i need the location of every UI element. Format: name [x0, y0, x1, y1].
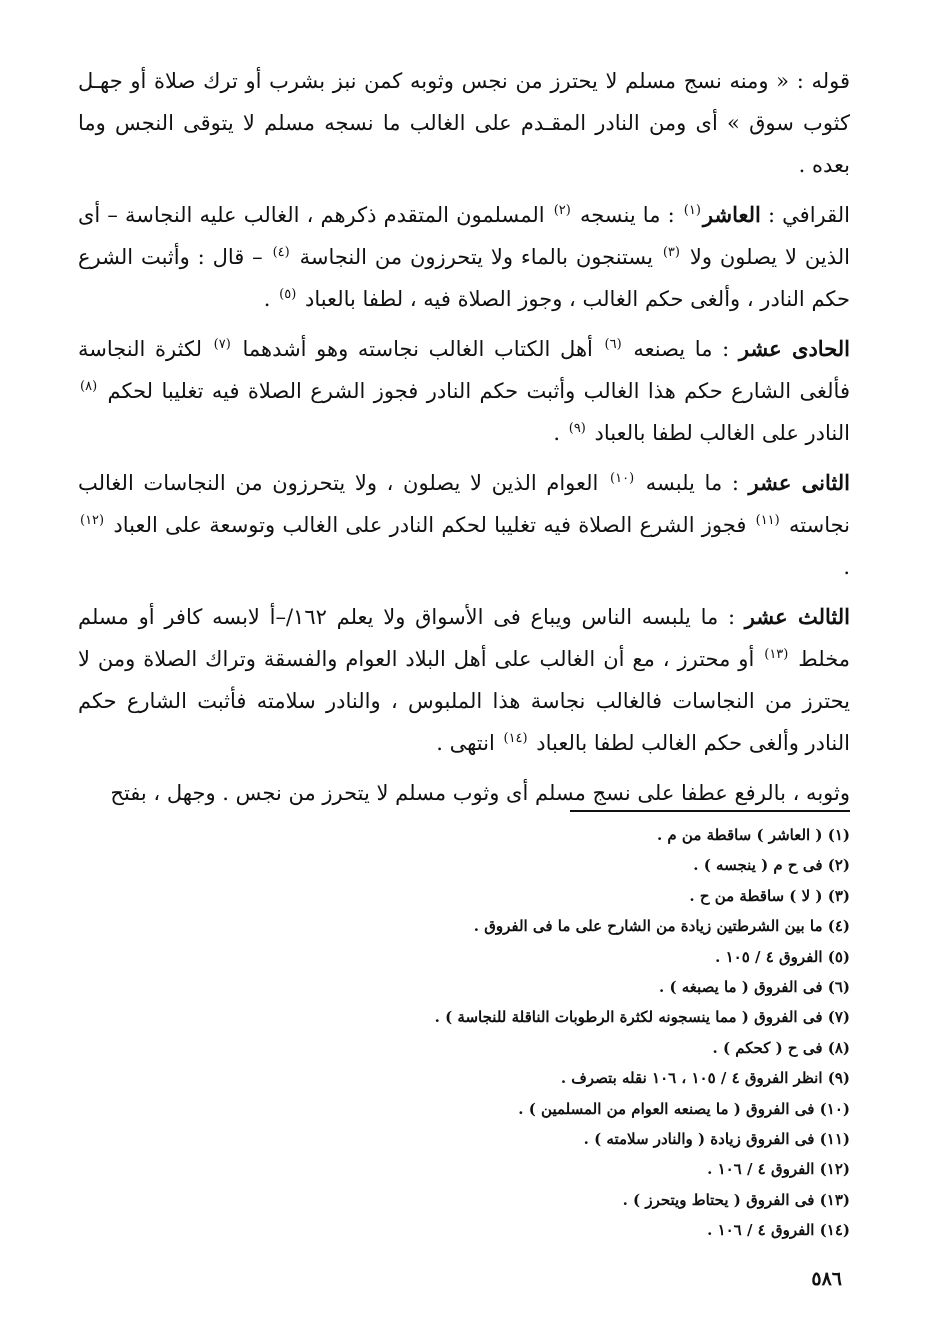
text-run: فجوز الشرع الصلاة فيه تغليبا لحكم النادر على الغالب وتوسعة على العباد — [106, 513, 754, 537]
text-run: . — [263, 287, 278, 311]
text-run: أو محترز ، مع أن الغالب على أهل البلاد العوام والفسقة وتراك الصلاة ومن لا يحترز من النجاسات فالغالب نجاسة هذا الملبوس ، والنادر سلامته فأثبت الشارع حكم النادر وألغى حكم الغالب لطفا بالعباد — [78, 647, 850, 755]
footnote: (٨) فى ح ( كحكم ) . — [712, 1038, 850, 1057]
footnote-marker: (١٣) — [764, 647, 789, 662]
footnote-marker: (١) — [683, 203, 701, 218]
text-run: المسلمون المتقدم ذكرهم ، الغالب عليه النجاسة – أى الذين لا يصلون ولا — [78, 203, 850, 269]
paragraph — [78, 462, 850, 588]
footnote: (٩) انظر الفروق ٤ / ١٠٥ ، ١٠٦ نقله بتصرف . — [560, 1069, 850, 1088]
page-content — [78, 60, 850, 1320]
paragraph — [78, 596, 850, 764]
text-run: لكثرة النجاسة فألغى الشارع حكم هذا الغالب وأثبت حكم النادر فجوز الشرع الصلاة فيه تغليبا لحكم — [78, 337, 850, 403]
text-run: . — [553, 421, 567, 445]
footnote-marker: (٣) — [662, 245, 680, 260]
paragraph — [78, 194, 850, 320]
footnote-marker: (٨) — [80, 379, 98, 394]
footnote: (٢) فى ح م ( ينجسه ) . — [693, 856, 850, 875]
section-heading: العاشر — [702, 202, 761, 227]
footnote-marker: (٤) — [272, 245, 290, 260]
footnote: (١٣) فى الفروق ( يحتاط ويتحرز ) . — [622, 1190, 850, 1209]
footnote: (١) ( العاشر ) ساقطة من م . — [656, 826, 850, 844]
footnote: (١١) فى الفروق زيادة ( والنادر سلامته ) . — [583, 1130, 850, 1149]
footnote-marker: (١٤) — [503, 731, 528, 746]
text-run: أهل الكتاب الغالب نجاسته وهو أشدهما — [232, 337, 603, 361]
footnote-marker: (٢) — [553, 203, 571, 218]
text-run: : ما يلبسه — [636, 471, 749, 495]
footnote: (٥) الفروق ٤ / ١٠٥ . — [715, 947, 850, 966]
text-run: النادر على الغالب لطفا بالعباد — [587, 421, 850, 445]
footnote: (٤) ما بين الشرطتين زيادة من الشارح على ما فى الفروق . — [473, 917, 850, 936]
text-run: العوام الذين لا يصلون ، ولا يتحرزون من النجاسات الغالب نجاسته — [78, 471, 850, 537]
paragraph — [78, 772, 850, 814]
text-run: . — [843, 555, 850, 579]
footnotes — [78, 820, 850, 1246]
text-run: : ما يلبسه الناس ويباع فى الأسواق ولا يعلم ١٦٢/–أ لابسه كافر أو مسلم مخلط — [78, 605, 850, 671]
text-run: – قال : وأثبت الشرع حكم النادر ، وألغى حكم الغالب ، وجوز الصلاة فيه ، لطفا بالعباد — [78, 245, 850, 311]
page-number: ٥٨٦ — [811, 1268, 842, 1290]
main-text — [78, 60, 850, 814]
footnote-marker: (١٠) — [610, 471, 635, 486]
paragraph — [78, 60, 850, 186]
footnote-marker: (٩) — [568, 421, 586, 436]
text-run: : ما يصنعه — [623, 337, 739, 361]
text-run: قوله : « ومنه نسج مسلم لا يحترز من نجس وثوبه كمن نبز بشرب أو ترك صلاة أو جهـل كثوب سوق » أى ومن النادر المقـدم على الغالب ما نسجه مسلم لا يتوقى النجس وما بعده . — [78, 69, 850, 177]
text-run: : ما ينسجه — [572, 203, 682, 227]
footnote: (١٢) الفروق ٤ / ١٠٦ . — [707, 1160, 850, 1179]
paragraph — [78, 328, 850, 454]
footnote: (١٤) الفروق ٤ / ١٠٦ . — [707, 1221, 850, 1240]
footnote-marker: (٧) — [213, 337, 231, 352]
footnote: (١٠) فى الفروق ( ما يصنعه العوام من المسلمين ) . — [518, 1099, 850, 1118]
footnote-marker: (١٢) — [80, 513, 105, 528]
text-run: انتهى . — [436, 731, 502, 755]
section-heading: الحادى عشر — [738, 336, 850, 361]
text-run: وثوبه ، بالرفع عطفا على نسج مسلم أى وثوب مسلم لا يتحرز من نجس . وجهل ، بفتح — [110, 781, 850, 805]
section-heading: الثانى عشر — [748, 470, 850, 495]
footnote: (٣) ( لا ) ساقطة من ح . — [689, 886, 850, 905]
footnote: (٧) فى الفروق ( مما ينسجونه لكثرة الرطوبات الناقلة للنجاسة ) . — [434, 1008, 850, 1027]
text-run: القرافي : — [760, 203, 850, 227]
footnote-marker: (١١) — [755, 513, 780, 528]
footnote: (٦) فى الفروق ( ما يصبغه ) . — [659, 978, 850, 997]
footnote-marker: (٥) — [279, 287, 297, 302]
footnote-marker: (٦) — [604, 337, 622, 352]
text-run: يستنجون بالماء ولا يتحرزون من النجاسة — [291, 245, 661, 269]
section-heading: الثالث عشر — [744, 604, 850, 629]
footnote-divider — [570, 810, 850, 812]
